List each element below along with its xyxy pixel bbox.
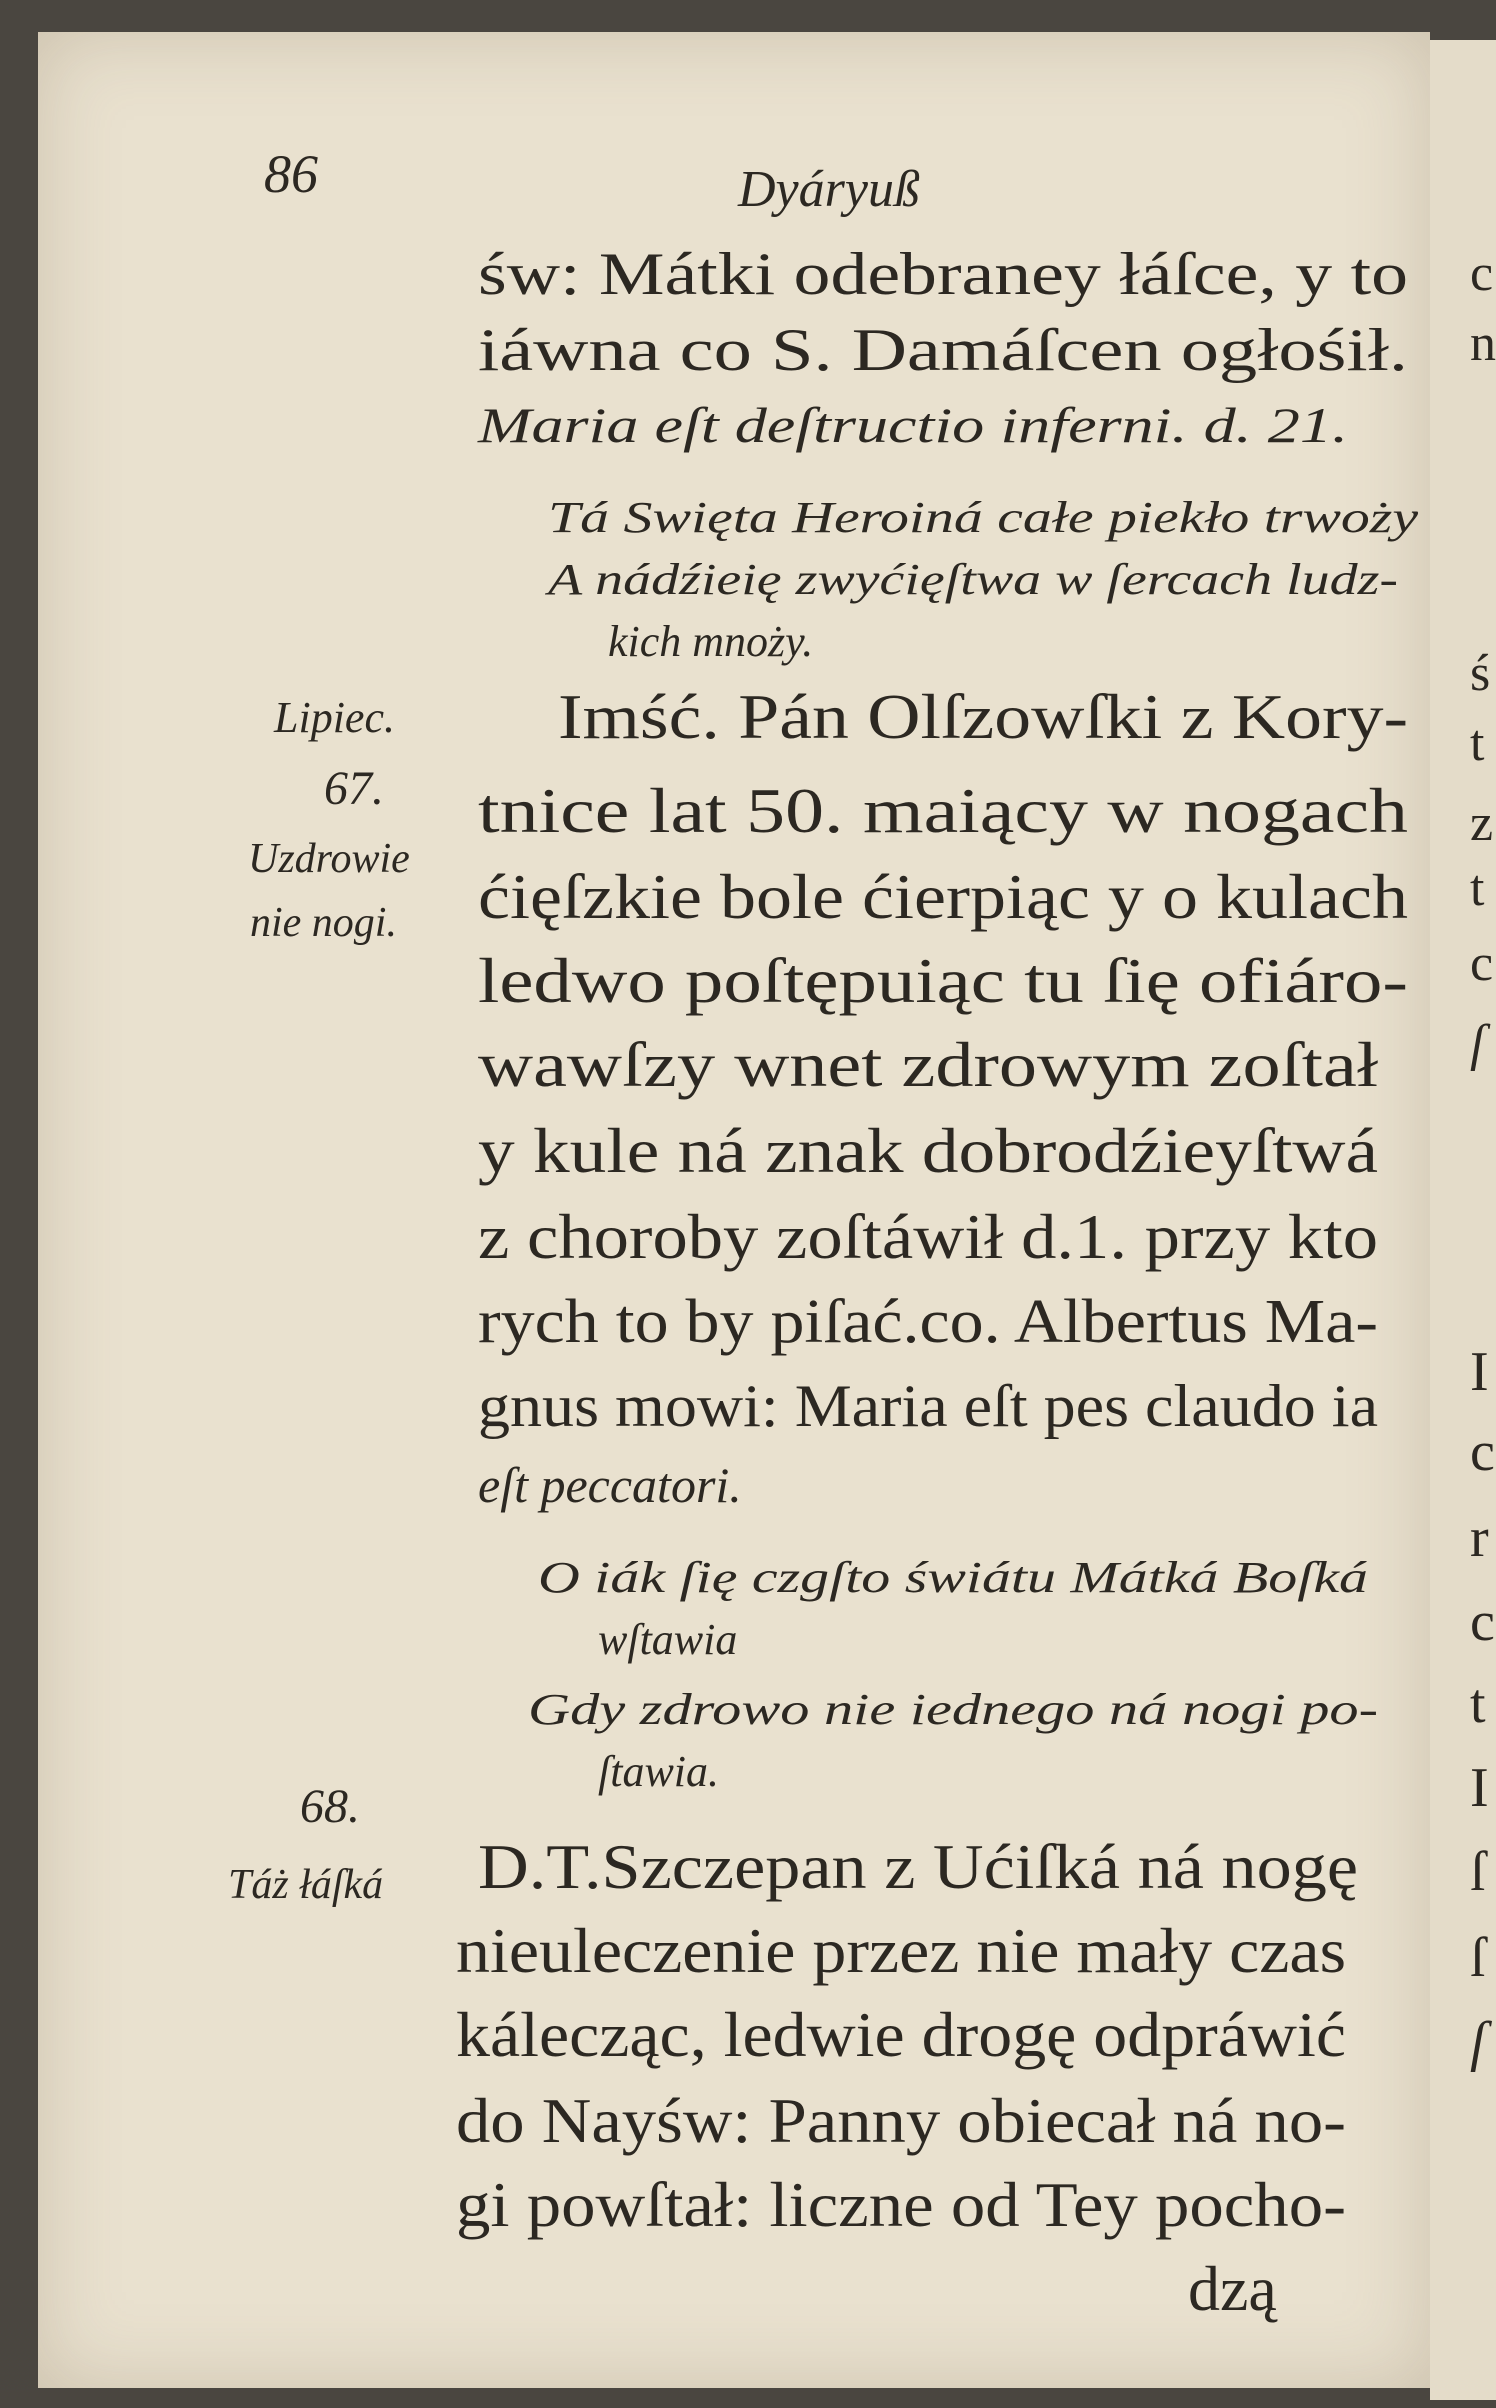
- body-line: z choroby zoſtáwił d.1. przy kto: [478, 1201, 1378, 1272]
- body-line: do Nayśw: Panny obiecał ná no-: [456, 2085, 1346, 2156]
- body-line-latin: eſt peccatori.: [478, 1457, 742, 1513]
- facing-char: ś: [1470, 645, 1491, 702]
- body-line: Imść. Pán Olſzowſki z Kory-: [558, 681, 1408, 752]
- body-line: św: Mátki odebraney łáſce, y to: [478, 241, 1408, 307]
- facing-char: t: [1470, 715, 1485, 772]
- facing-char: r: [1470, 1507, 1489, 1569]
- body-line: ćięſzkie bole ćierpiąc y o kulach: [478, 861, 1408, 932]
- running-head: Dyáryuß: [738, 161, 920, 218]
- facing-char: I: [1470, 1341, 1489, 1403]
- body-line: kálecząc, ledwie drogę odpráwić: [456, 1999, 1346, 2070]
- facing-char: ſ: [1470, 1841, 1486, 1903]
- facing-char: t: [1470, 1673, 1486, 1735]
- body-line: D.T.Szczepan z Ućiſká ná nogę: [478, 1831, 1358, 1902]
- body-line: gnus mowi: Maria eſt pes claudo ia: [478, 1373, 1378, 1439]
- verse-line: wſtawia: [598, 1615, 738, 1664]
- verse-line: A nádźieię zwyćięſtwa w ſercach ludz-: [544, 555, 1398, 604]
- body-line: ledwo poſtępuiąc tu ſię ofiáro-: [478, 945, 1408, 1016]
- body-line: gi powſtał: liczne od Tey pocho-: [456, 2169, 1346, 2240]
- facing-char: n: [1470, 315, 1496, 372]
- body-line: wawſzy wnet zdrowym zoſtał: [478, 1029, 1379, 1100]
- facing-char: z: [1470, 795, 1494, 852]
- margin-note-number: 67.: [324, 762, 384, 815]
- body-line: tnice lat 50. maiący w nogach: [478, 775, 1408, 846]
- facing-char: c: [1470, 935, 1494, 992]
- margin-note: Uzdrowie: [248, 836, 410, 882]
- facing-char: c: [1470, 1591, 1495, 1653]
- verse-line: Gdy zdrowo nie iednego ná nogi po-: [528, 1685, 1378, 1734]
- facing-page-text: [1430, 0, 1496, 2408]
- book-page: [38, 32, 1430, 2388]
- facing-char: c: [1470, 245, 1494, 302]
- page-layout: [38, 32, 1430, 2388]
- verse-line: Tá Swięta Heroiná całe piekło trwoży: [548, 493, 1419, 542]
- facing-char: c: [1470, 1421, 1495, 1483]
- margin-note: Táż łáſká: [228, 1862, 384, 1908]
- body-line-latin: Maria eſt deſtructio inferni. d. 21.: [476, 397, 1348, 453]
- verse-line: ſtawia.: [598, 1747, 720, 1796]
- facing-char: ſ: [1470, 2011, 1486, 2073]
- margin-note-number: 68.: [300, 1780, 360, 1833]
- margin-note-month: Lipiec.: [274, 693, 395, 742]
- facing-char: I: [1470, 1757, 1489, 1819]
- catchword: dzą: [1188, 2253, 1277, 2324]
- body-line: iáwna co S. Damáſcen ogłośił.: [478, 317, 1408, 383]
- body-line: rych to by piſać.co. Albertus Mа-: [478, 1288, 1378, 1356]
- page-number: 86: [264, 144, 318, 204]
- verse-line: O iák ſię czgſto świátu Mátká Boſká: [538, 1553, 1368, 1602]
- margin-note: nie nogi.: [250, 900, 397, 946]
- facing-char: t: [1470, 860, 1485, 917]
- body-line: nieuleczenie przez nie mały czas: [456, 1915, 1346, 1986]
- verse-line: kich mnoży.: [608, 617, 814, 666]
- facing-char: ſ: [1470, 1927, 1486, 1989]
- body-line: y kule ná znak dobrodźieyſtwá: [478, 1115, 1378, 1186]
- facing-char: ſ: [1470, 1015, 1485, 1072]
